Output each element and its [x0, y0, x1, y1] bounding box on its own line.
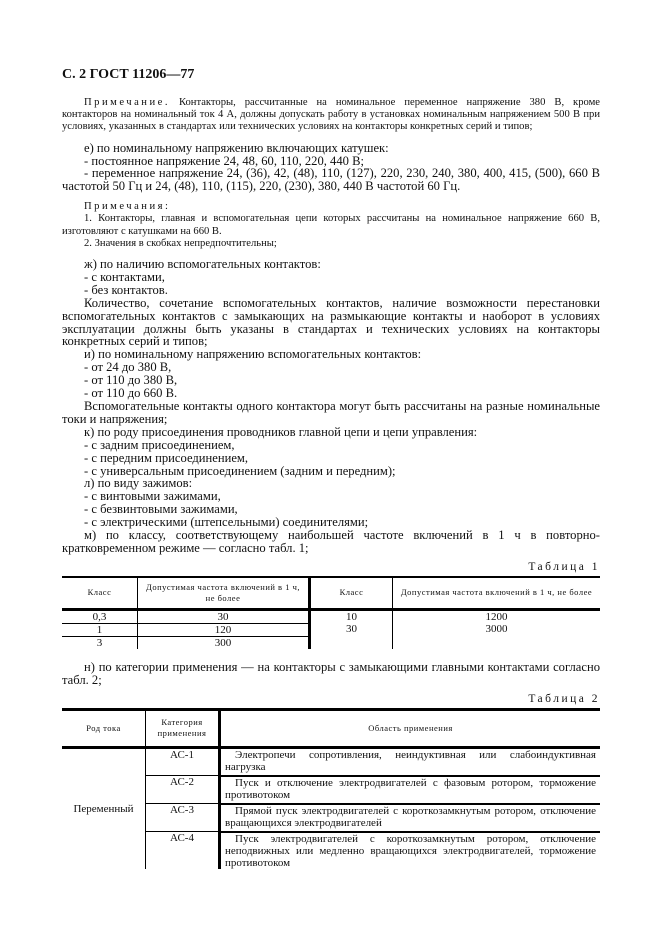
item-zh-para: Количество, сочетание вспомогательных контактов, наличие возможности перестановки вспомогательных контактов с замыкающих на размыкающие контакты и наоборот в условиях эксплуатации должны быть указаны в стандартах и технических условиях на контакторы конкретных серий и типов;: [62, 295, 600, 349]
table-2: [62, 708, 600, 869]
table-2-header: Род тока: [62, 709, 146, 747]
item-l-line: - с безвинтовыми зажимами,: [84, 502, 238, 517]
item-l-line: - с винтовыми зажимами,: [84, 489, 221, 504]
cell: 300: [138, 636, 310, 649]
item-i-line: - от 110 до 380 В,: [84, 373, 178, 388]
note-item: 1. Контакторы, главная и вспомогательная цепи которых рассчитаны на номинальное напряжение 660 В, изготовляют с катушками на 660 В.: [62, 213, 600, 237]
item-l-title: л) по виду зажимов:: [84, 476, 193, 491]
item-m: м) по классу, соответствующему наибольшей частоте включений в 1 ч в повторно-кратковременном режиме — согласно табл. 1;: [62, 528, 600, 555]
item-e-line: - переменное напряжение 24, (36), 42, (48), 110, (127), 220, 230, 240, 380, 400, 415, (500), 660 В частотой 50 Гц и 24, (48), 110, (115), 220, (230), 380, 440 В частотой 60 Гц.: [62, 166, 600, 194]
cell: 120: [138, 623, 310, 636]
cell: 3000: [485, 623, 508, 636]
table-row: [62, 609, 600, 623]
table-1: [62, 576, 600, 649]
item-k-title: к) по роду присоединения проводников главной цепи и цепи управления:: [84, 424, 478, 439]
application-area: Электропечи сопротивления, неиндуктивная или слабоиндуктивная нагрузка: [220, 747, 601, 776]
cell: 1200: [485, 610, 508, 623]
item-k: [62, 426, 600, 478]
item-e: [62, 142, 600, 194]
item-e-title: е) по номинальному напряжению включающих катушек:: [84, 140, 389, 155]
cell: [393, 636, 601, 649]
cell: [310, 636, 393, 649]
table-1-title: Таблица 1: [528, 560, 600, 573]
item-k-line: - с передним присоединением,: [84, 450, 249, 465]
cell: 10: [310, 609, 393, 623]
table-2-header: Категория применения: [146, 709, 220, 747]
cell: 30: [138, 609, 310, 623]
item-k-line: - с задним присоединением,: [84, 437, 235, 452]
cell: 1: [62, 623, 138, 636]
table-2-header: Область применения: [368, 722, 453, 733]
item-zh-title: ж) по наличию вспомогательных контактов:: [84, 257, 321, 272]
note-item: 2. Значения в скобках непредпочтительны;: [84, 237, 277, 249]
category: АС-2: [146, 776, 220, 804]
item-l: [62, 477, 600, 529]
item-i-title: и) по номинальному напряжению вспомогательных контактов:: [84, 347, 422, 362]
notes-label: Примечания:: [84, 201, 171, 213]
item-i-line: - от 24 до 380 В,: [84, 360, 172, 375]
application-area: Пуск электродвигателей с короткозамкнутым ротором, отключение неподвижных или медленно вращающихся электродвигателей, торможение противотоком: [225, 832, 596, 869]
category: АС-3: [146, 804, 220, 832]
table-row: [62, 747, 600, 776]
table-1-header: Класс: [310, 577, 393, 610]
current-type: Переменный: [62, 747, 146, 869]
item-k-line: - с универсальным присоединением (задним и передним);: [84, 463, 396, 478]
category: АС-1: [146, 747, 220, 776]
note-1: [62, 97, 600, 134]
cell: 30: [310, 623, 393, 636]
page-header: С. 2 ГОСТ 11206—77: [62, 67, 195, 82]
item-e-line: - постоянное напряжение 24, 48, 60, 110, 220, 440 В;: [84, 153, 364, 168]
note-text: Контакторы, рассчитанные на номинальное переменное напряжение 380 В, кроме контакторов на номинальный ток 4 А, должны допускать работу в установках номинальным напряжением 500 В при условиях, указанных в стандартах или технических условиях на контакторы конкретных серий и типов;: [62, 97, 600, 133]
table-1-header: Допустимая частота включений в 1 ч, не более: [400, 587, 593, 598]
application-area: Прямой пуск электродвигателей с короткозамкнутым ротором, отключение вращающихся электродвигателей: [220, 804, 601, 832]
item-i-line: - от 110 до 660 В.: [84, 386, 178, 401]
table-2-title: Таблица 2: [528, 692, 600, 705]
item-zh-line: - с контактами,: [84, 269, 165, 284]
table-row: [62, 623, 600, 636]
table-row: [62, 636, 600, 649]
notes-2: [62, 201, 600, 250]
item-zh-line: - без контактов.: [84, 282, 168, 297]
application-area: Пуск и отключение электродвигателей с фазовым ротором, торможение противотоком: [220, 776, 601, 804]
item-i-para: Вспомогательные контакты одного контактора могут быть рассчитаны на разные номинальные токи и напряжения;: [62, 399, 600, 426]
cell: 3: [62, 636, 138, 649]
item-n: н) по категории применения — на контакторы с замыкающими главными контактами согласно табл. 2;: [62, 659, 600, 687]
category: АС-4: [146, 832, 220, 869]
page-body: [62, 97, 600, 869]
note-label: Примечание.: [84, 97, 170, 108]
item-i: [62, 348, 600, 425]
item-zh: [62, 258, 600, 348]
item-l-line: - с электрическими (штепсельными) соединителями;: [84, 515, 369, 530]
table-1-header: Допустимая частота включений в 1 ч, не более: [138, 577, 310, 610]
cell: 0,3: [62, 609, 138, 623]
table-1-header: Класс: [62, 577, 138, 610]
